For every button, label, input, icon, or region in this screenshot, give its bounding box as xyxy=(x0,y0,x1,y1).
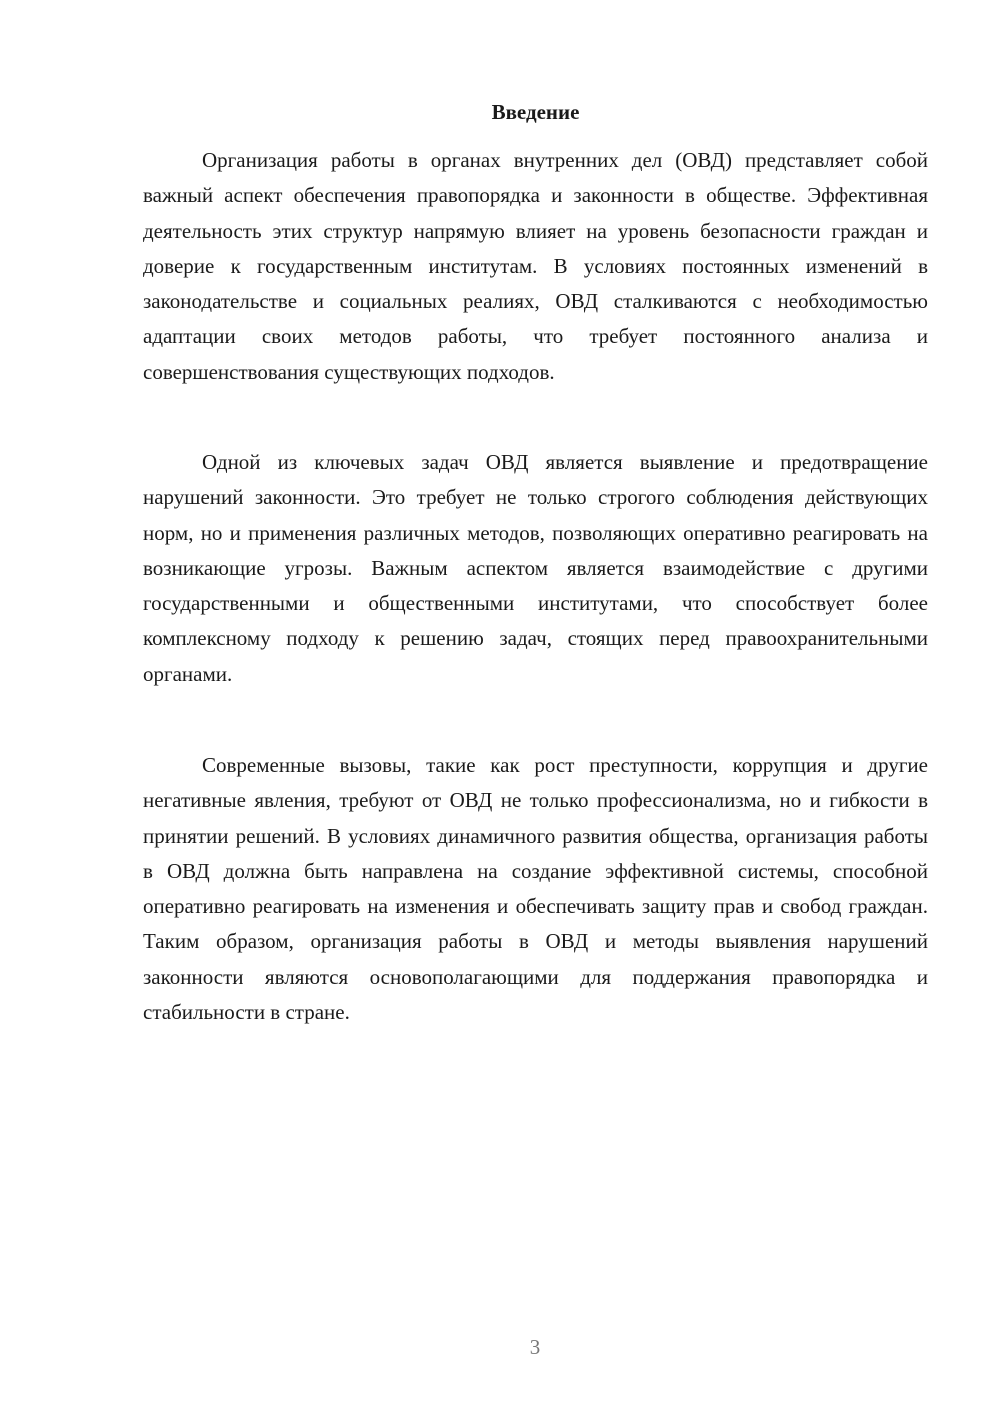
page-number: 3 xyxy=(529,1335,541,1359)
paragraph-1: Организация работы в органах внутренних дел (ОВД) представляет собой важный аспект обеспечения правопорядка и законности в обществе. Эффективная деятельность этих структур напрямую влияет на уровень безопасности граждан и доверие к государственным институтам. В условиях постоянных изменений в законодательстве и социальных реалиях, ОВД сталкиваются с необходимостью адаптации своих методов работы, что требует постоянного анализа и совершенствования существующих подходов. xyxy=(143,148,928,384)
section-heading: Введение xyxy=(491,100,580,124)
paragraph-2: Одной из ключевых задач ОВД является выявление и предотвращение нарушений законности. Это требует не только строгого соблюдения действующих норм, но и применения различных методов, позволяющих оперативно реагировать на возникающие угрозы. Важным аспектом является взаимодействие с другими государственными и общественными институтами, что способствует более комплексному подходу к решению задач, стоящих перед правоохранительными органами. xyxy=(143,450,928,686)
paragraph-3: Современные вызовы, такие как рост преступности, коррупция и другие негативные явления, требуют от ОВД не только профессионализма, но и гибкости в принятии решений. В условиях динамичного развития общества, организация работы в ОВД должна быть направлена на создание эффективной системы, способной оперативно реагировать на изменения и обеспечивать защиту прав и свобод граждан. Таким образом, организация работы в ОВД и методы выявления нарушений законности являются основополагающими для поддержания правопорядка и стабильности в стране. xyxy=(143,753,928,1025)
